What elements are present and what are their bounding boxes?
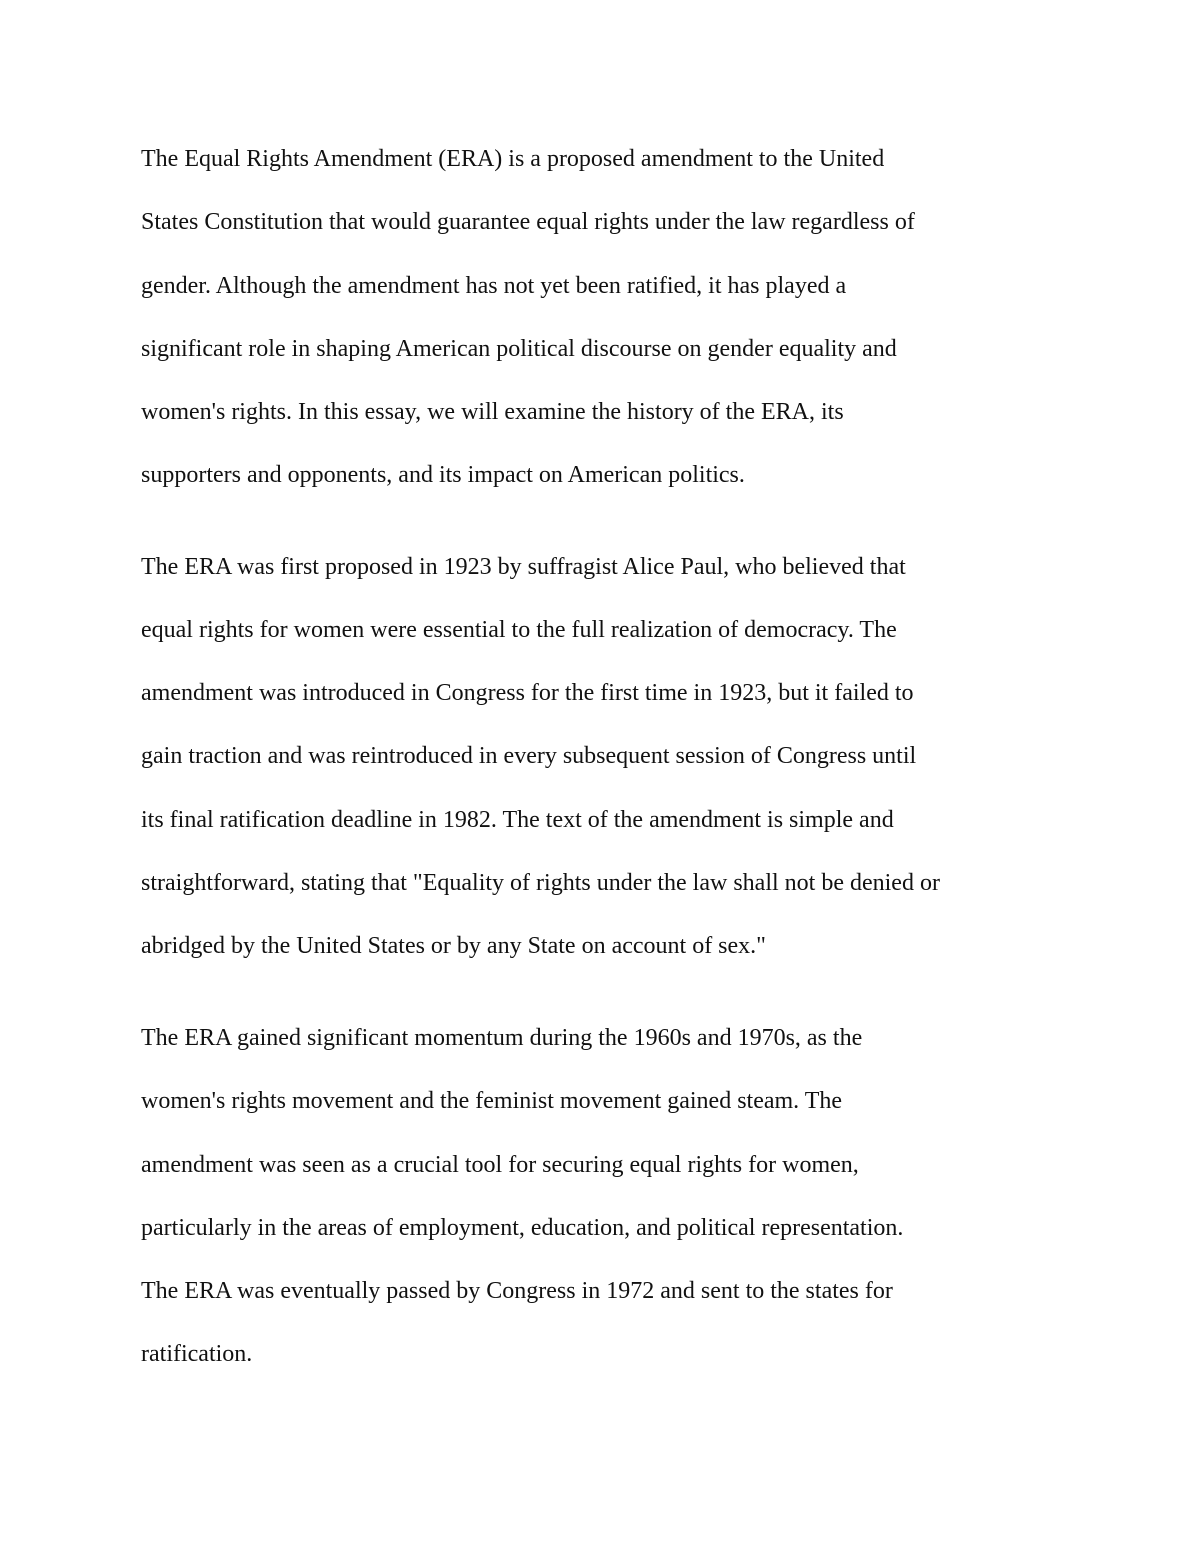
text-line: women's rights movement and the feminist movement gained steam. The: [141, 1088, 843, 1114]
text-line: its final ratification deadline in 1982. The text of the amendment is simple and: [141, 807, 894, 833]
text-line: equal rights for women were essential to the full realization of democracy. The: [141, 617, 897, 643]
text-line: The ERA gained significant momentum during the 1960s and 1970s, as the: [141, 1025, 863, 1051]
text-line: The ERA was eventually passed by Congress in 1972 and sent to the states for: [141, 1278, 893, 1304]
text-line: gain traction and was reintroduced in every subsequent session of Congress until: [141, 743, 917, 769]
text-line: amendment was seen as a crucial tool for securing equal rights for women,: [141, 1152, 859, 1178]
text-line: gender. Although the amendment has not yet been ratified, it has played a: [141, 273, 847, 299]
text-line: amendment was introduced in Congress for the first time in 1923, but it failed to: [141, 680, 914, 706]
text-line: significant role in shaping American political discourse on gender equality and: [141, 336, 897, 362]
text-line: The ERA was first proposed in 1923 by suffragist Alice Paul, who believed that: [141, 554, 906, 580]
text-line: abridged by the United States or by any State on account of sex.": [141, 933, 766, 959]
text-line: particularly in the areas of employment, education, and political representation.: [141, 1215, 904, 1241]
text-line: supporters and opponents, and its impact on American politics.: [141, 462, 745, 488]
text-line: ratification.: [141, 1341, 253, 1367]
text-line: straightforward, stating that "Equality of rights under the law shall not be denied or: [141, 870, 940, 896]
text-line: The Equal Rights Amendment (ERA) is a proposed amendment to the United: [141, 146, 885, 172]
text-line: States Constitution that would guarantee equal rights under the law regardless of: [141, 209, 915, 235]
text-line: women's rights. In this essay, we will examine the history of the ERA, its: [141, 399, 844, 425]
